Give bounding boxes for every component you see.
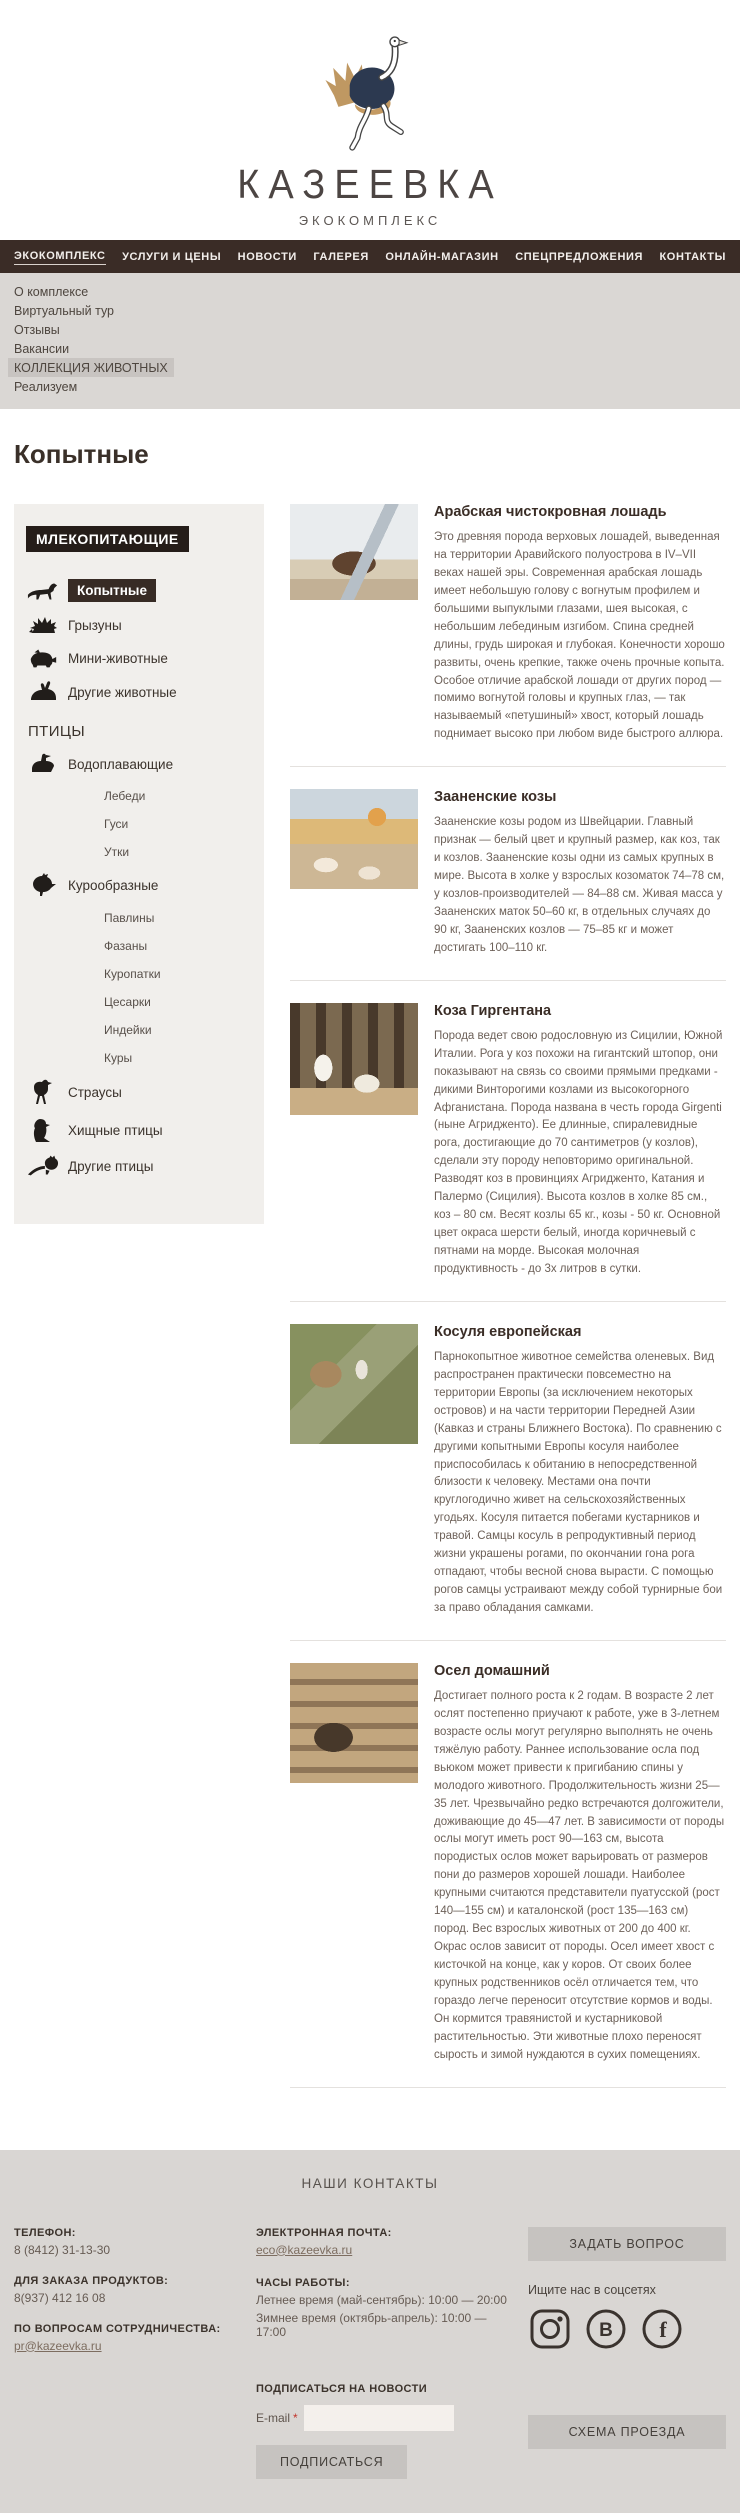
article-title[interactable]: Косуля европейская (434, 1323, 582, 1340)
subscribe-button[interactable]: ПОДПИСАТЬСЯ (256, 2445, 407, 2479)
phone-label: ТЕЛЕФОН: (14, 2226, 76, 2239)
subscribe-title: ПОДПИСАТЬСЯ НА НОВОСТИ (256, 2382, 428, 2395)
sidebar-subitem-swans[interactable]: Лебеди (104, 789, 146, 803)
animal-articles (290, 504, 726, 2110)
sidebar-item-label[interactable]: Мини-животные (68, 650, 168, 666)
article-body: Достигает полного роста к 2 годам. В возрасте 2 лет ослят постепенно приучают к работе, уже в 3-летнем возрасте ослы могут регулярно выполнять не очень тяжёлую работу. Раннее использование осла под вьюком может привести к пригибанию спины у молодого животного. Продолжительность жизни 25—35 лет. Чрезвычайно редко встречаются долгожители, доживающие до 45—47 лет. В зависимости от породы ослы могут иметь рост 90—163 см, высота породистых ослов может варьировать от размеров пони до размеров хорошей лошади. Наиболее крупными считаются представители пуатусской (рост 140—155 см) и каталонской (рост 135—163 см) пород. Вес взрослых животных от 200 до 400 кг. Окрас ослов зависит от породы. Осел имеет хвост с кисточкой на конце, как у коров. От своих более крупных родственников осёл отличается тем, что гораздо легче переносит отсутствие кормов и воды. Он кормится травянистой и кустарниковой растительностью. Эти животные плохо переносят сырость и зимой нуждаются в сухих помещениях. (434, 1689, 725, 2061)
sidebar-item-label[interactable]: Другие животные (68, 684, 177, 700)
raptor-icon (26, 1118, 60, 1142)
sidebar-subitem-guinea-fowl[interactable]: Цесарки (104, 995, 151, 1009)
svg-text:В: В (599, 2319, 613, 2341)
donkey-photo[interactable] (290, 1663, 418, 1783)
porcupine-icon (26, 615, 60, 635)
sidebar-item-ostriches[interactable] (26, 1079, 254, 1105)
facebook-icon[interactable] (640, 2307, 684, 2351)
peacock-icon (26, 1155, 60, 1177)
article-body: Парнокопытное животное семейства оленевых. Вид распространен практически повсеместно на территории Европы (за исключением некоторых островов) и на части территории Передней Азии (Кавказ и страны Ближнего Востока). По сравнению с другими копытными Европы косуля наиболее приспособилась к обитанию в непосредственной близости к человеку. Местами она почти круглогодично живет на сельскохозяйственных угодьях. Косуля питается побегами кустарников и травой. Самцы косуль в репродуктивный период жизни украшены рогами, по окончании гона рога отпадают, чтобы весной снова вырасти. С помощью рогов самцы устраивают между собой турнирные бои за право обладания самками. (434, 1350, 723, 1614)
email-input[interactable] (304, 2405, 454, 2431)
sidebar (14, 504, 264, 1224)
site-footer (0, 2150, 740, 2513)
pig-icon (26, 648, 60, 668)
article-saanen-goats (290, 789, 726, 981)
phone-number: 8 (8412) 31-13-30 (14, 2242, 111, 2257)
sidebar-item-other-birds[interactable] (26, 1155, 254, 1177)
sidebar-item-other-animals[interactable] (26, 681, 254, 703)
summer-hours: Летнее время (май-сентябрь): 10:00 — 20:00 (256, 2292, 507, 2307)
working-hours-label: ЧАСЫ РАБОТЫ: (256, 2276, 350, 2289)
nav-item-news[interactable]: НОВОСТИ (237, 250, 297, 263)
ostrich-logo-icon (308, 28, 433, 158)
sidebar-section-birds: ПТИЦЫ (28, 723, 86, 740)
footer-phones-column (14, 2227, 242, 2479)
logo-subtitle: ЭКОКОМПЛЕКС (298, 213, 442, 228)
social-icons (528, 2307, 726, 2351)
article-title[interactable]: Коза Гиргентана (434, 1002, 552, 1019)
sidebar-item-label[interactable]: Хищные птицы (68, 1122, 163, 1138)
submenu (0, 273, 740, 409)
nav-item-ecocomplex[interactable]: ЭКОКОМПЛЕКС (14, 248, 106, 265)
horse-icon (26, 581, 60, 601)
sidebar-item-label[interactable]: Страусы (68, 1084, 122, 1100)
svg-text:f: f (659, 2316, 667, 2342)
article-domestic-donkey (290, 1663, 726, 2088)
main-nav (0, 240, 740, 273)
sidebar-item-label[interactable]: Водоплавающие (68, 756, 174, 772)
vk-icon[interactable] (584, 2307, 628, 2351)
logo-title[interactable]: КАЗЕЕВКА (237, 162, 503, 208)
footer-heading: НАШИ КОНТАКТЫ (301, 2175, 439, 2191)
footer-actions-column (528, 2227, 726, 2479)
rabbit-icon (26, 681, 60, 703)
sidebar-subitem-ducks[interactable]: Утки (104, 845, 130, 859)
logo[interactable] (0, 28, 740, 228)
sidebar-item-galliformes[interactable] (26, 873, 254, 897)
article-roe-deer (290, 1324, 726, 1641)
nav-item-services[interactable]: УСЛУГИ И ЦЕНЫ (122, 250, 222, 263)
sidebar-subitem-partridges[interactable]: Куропатки (104, 967, 161, 981)
article-body: Зааненские козы родом из Швейцарии. Главный признак — белый цвет и крупный размер, как коз, так и козлов. Зааненские козы одни из самых крупных в мире. Высота в холке у взрослых козоматок 74–78 см, у козлов-производителей — 84–88 см. Живая масса у Зааненских маток 50–60 кг, в отдельных случаях до 90 кг, Зааненских козлов — 75–85 кг и может достигать 100–110 кг. (434, 816, 725, 954)
girgentana-goat-photo[interactable] (290, 1003, 418, 1115)
cooperation-email-link[interactable]: pr@kazeevka.ru (14, 2338, 102, 2353)
article-body: Порода ведет свою родословную из Сицилии, Южной Италии. Рога у коз похожи на гигантский штопор, они показывают на связь со своими прямыми предками - дикими Винторогими козлами из высокогорного Афганистана. Порода названа в честь города Girgenti (ныне Агридженто). Ее длинные, спиралевидные рога, достигающие до 70 сантиметров (у козлов), сделали эту породу неповторимо оригинальной. Разводят коз в провинциях Агридженто, Катания и Палермо (Сицилия). Высота козлов в холке 85 см., коз – 80 см. Весят козлы 65 кг., козы - 50 кг. Основной цвет окраса шерсти белый, иногда коричневый с пятнами на морде. Высокая молочная продуктивность - до 3х литров в сутки. (434, 1029, 723, 1275)
submenu-item-about[interactable]: О комплексе (14, 284, 89, 299)
ask-question-button[interactable]: ЗАДАТЬ ВОПРОС (528, 2227, 726, 2261)
instagram-icon[interactable] (528, 2307, 572, 2351)
chicken-icon (26, 873, 60, 897)
email-field-label: E-mail (256, 2410, 291, 2425)
sidebar-item-waterfowl[interactable] (26, 753, 254, 775)
nav-item-contacts[interactable]: КОНТАКТЫ (659, 250, 726, 263)
sidebar-subitem-geese[interactable]: Гуси (104, 817, 129, 831)
sidebar-subitem-chickens[interactable]: Куры (104, 1051, 133, 1065)
sidebar-subitem-pheasants[interactable]: Фазаны (104, 939, 148, 953)
subscribe-block (256, 2383, 514, 2479)
sidebar-item-label[interactable]: Курообразные (68, 877, 159, 893)
horse-photo[interactable] (290, 504, 418, 600)
sidebar-item-mini-animals[interactable] (26, 648, 254, 668)
page-title: Копытные (14, 439, 149, 469)
submenu-item-virtual-tour[interactable]: Виртуальный тур (14, 303, 114, 318)
sidebar-children-galliformes (104, 911, 254, 1065)
orders-phone-number: 8(937) 412 16 08 (14, 2290, 106, 2305)
goats-photo[interactable] (290, 789, 418, 889)
sidebar-item-hoofed[interactable] (26, 579, 254, 602)
submenu-item-animal-collection[interactable]: КОЛЛЕКЦИЯ ЖИВОТНЫХ (8, 358, 174, 377)
main-content (0, 409, 740, 2150)
article-body: Это древняя порода верховых лошадей, выведенная на территории Аравийского полуострова в IV–VII веках нашей эры. Современная арабская лошадь имеет небольшую голову с вогнутым профилем и большими выпуклыми глазами, шея высокая, с небольшим лебединым изгибом. Спина средней длины, грудь широкая и глубокая. Конечности хорошо развиты, очень крепкие, также очень прочные копыта. Особое отличие арабской лошади от других пород — помимо вогнутой головы и крупных глаз, — так называемый «петушиный» хвост, который лошадь поднимает высоко при любом виде быстрого аллюра. (434, 531, 725, 741)
article-girgentana-goat (290, 1003, 726, 1302)
submenu-item-reviews[interactable]: Отзывы (14, 322, 60, 337)
duck-icon (26, 753, 60, 775)
submenu-item-selling[interactable]: Реализуем (14, 379, 78, 394)
sidebar-item-label[interactable]: Грызуны (68, 617, 122, 633)
route-map-button[interactable]: СХЕМА ПРОЕЗДА (528, 2415, 726, 2449)
article-title[interactable]: Осел домашний (434, 1662, 550, 1679)
article-title[interactable]: Зааненские козы (434, 789, 557, 806)
sidebar-subitem-turkeys[interactable]: Индейки (104, 1023, 152, 1037)
social-label: Ищите нас в соцсетях (528, 2282, 656, 2297)
submenu-item-vacancies[interactable]: Вакансии (14, 341, 70, 356)
roe-deer-photo[interactable] (290, 1324, 418, 1444)
cooperation-label: ПО ВОПРОСАМ СОТРУДНИЧЕСТВА: (14, 2322, 221, 2335)
article-title[interactable]: Арабская чистокровная лошадь (434, 504, 667, 520)
nav-item-gallery[interactable]: ГАЛЕРЕЯ (313, 250, 369, 263)
sidebar-children-waterfowl (104, 789, 254, 859)
article-arab-horse (290, 504, 726, 767)
sidebar-section-mammals: МЛЕКОПИТАЮЩИЕ (26, 526, 189, 552)
sidebar-item-birds-of-prey[interactable] (26, 1118, 254, 1142)
sidebar-item-label[interactable]: Копытные (68, 579, 156, 602)
email-link[interactable]: eco@kazeevka.ru (256, 2242, 353, 2257)
nav-item-shop[interactable]: ОНЛАЙН-МАГАЗИН (385, 250, 499, 263)
email-label: ЭЛЕКТРОННАЯ ПОЧТА: (256, 2226, 392, 2239)
sidebar-item-rodents[interactable] (26, 615, 254, 635)
site-header (0, 0, 740, 240)
required-mark: * (293, 2410, 298, 2425)
nav-item-offers[interactable]: СПЕЦПРЕДЛОЖЕНИЯ (515, 250, 644, 263)
sidebar-item-label[interactable]: Другие птицы (68, 1158, 154, 1174)
footer-email-column (256, 2227, 514, 2479)
ostrich-icon (26, 1079, 60, 1105)
winter-hours: Зимнее время (октябрь-апрель): 10:00 — 17:00 (256, 2310, 487, 2339)
sidebar-subitem-peacocks[interactable]: Павлины (104, 911, 155, 925)
orders-label: ДЛЯ ЗАКАЗА ПРОДУКТОВ: (14, 2274, 169, 2287)
